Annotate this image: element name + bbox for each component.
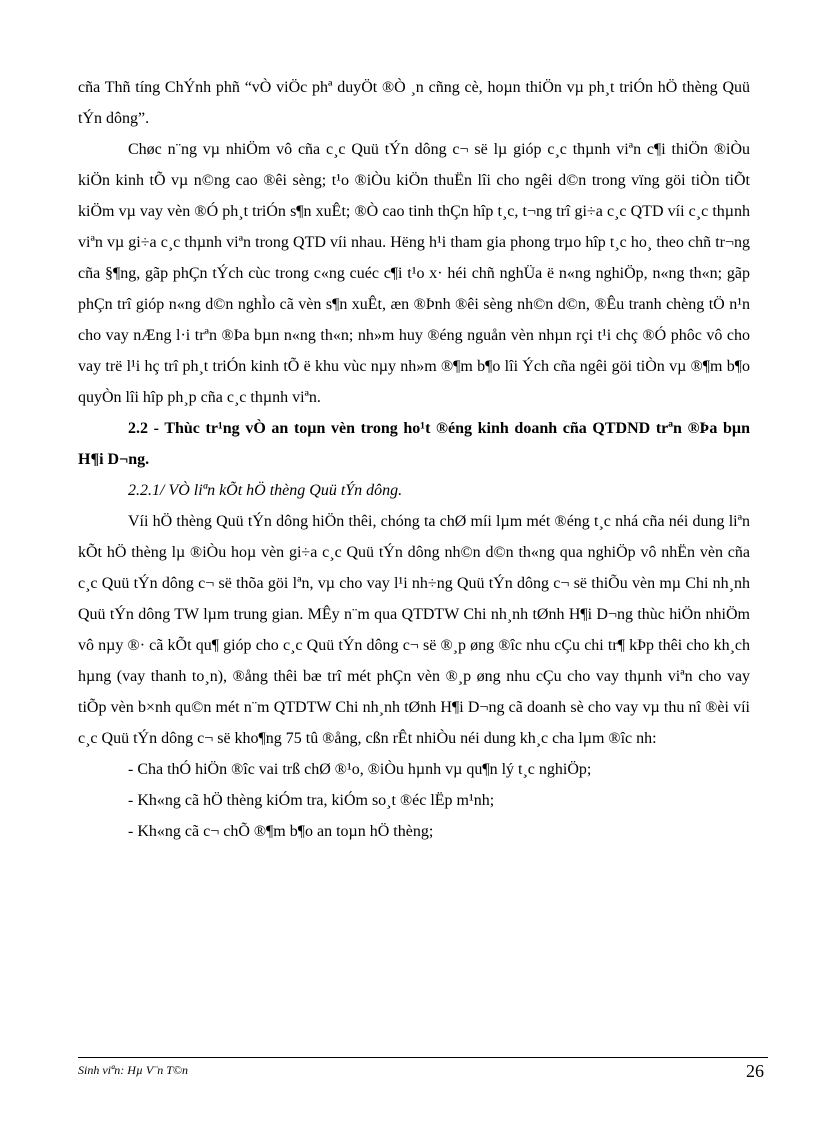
- section-heading: 2.2 - Thùc tr¹ng vÒ an toµn vèn trong ho¹t ®éng kinh doanh cña QTDND trªn ®Þa bµn H¶i D¬ng.: [78, 420, 750, 468]
- document-body: [78, 72, 750, 847]
- list-item: - Cha thÓ hiÖn ®îc vai trß chØ ®¹o, ®iÒu hµnh vµ qu¶n lý t¸c nghiÖp;: [128, 761, 592, 778]
- list-item: - Kh«ng cã hÖ thèng kiÓm tra, kiÓm so¸t ®éc lËp m¹nh;: [128, 792, 495, 809]
- footer-author: Sinh viªn: Hµ V¨n T©n: [78, 1063, 188, 1077]
- page-footer: [78, 1057, 768, 1081]
- footer-divider: [78, 1057, 768, 1058]
- paragraph-continuation: cña Thñ tíng ChÝnh phñ “vÒ viÖc phª duyÖt ®Ò ¸n cñng cè, hoµn thiÖn vµ ph¸t triÓn hÖ thèng Quü tÝn dông”.: [78, 79, 750, 127]
- page-number: 26: [746, 1061, 764, 1081]
- paragraph-system-link: Víi hÖ thèng Quü tÝn dông hiÖn thêi, chóng ta chØ míi lµm mét ®éng t¸c nhá cña néi dung liªn kÕt hÖ thèng lµ ®iÒu hoµ vèn gi÷a c¸c Quü tÝn dông nh©n d©n th«ng qua nghiÖp vô nhËn vèn cña c¸c Quü tÝn dông c¬ së thõa göi lªn, vµ cho vay l¹i nh÷ng Quü tÝn dông c¬ së thiÕu vèn mµ Chi nh¸nh Quü tÝn dông TW lµm trung gian. MÊy n¨m qua QTDTW Chi nh¸nh tØnh H¶i D¬ng thùc hiÖn nhiÖm vô nµy ®· cã kÕt qu¶ gióp cho c¸c Quü tÝn dông c¬ së ®¸p øng ®îc nhu cÇu chi tr¶ kÞp thêi cho kh¸ch hµng (vay thanh to¸n), ®ång thêi bæ trî mét phÇn vèn ®¸p øng nhu cÇu cho vay thµnh viªn cho vay tiÕp vèn b×nh qu©n mét n¨m QTDTW Chi nh¸nh tØnh H¶i D¬ng cã doanh sè cho vay vµ thu nî ®èi víi c¸c Quü tÝn dông c¬ së kho¶ng 75 tû ®ång, cßn rÊt nhiÒu néi dung kh¸c cha lµm ®îc nh:: [78, 513, 750, 747]
- list-item: - Kh«ng cã c¬ chÕ ®¶m b¶o an toµn hÖ thèng;: [128, 823, 434, 840]
- paragraph-functions: Chøc n¨ng vµ nhiÖm vô cña c¸c Quü tÝn dông c¬ së lµ gióp c¸c thµnh viªn c¶i thiÖn ®iÒu kiÖn kinh tÕ vµ n©ng cao ®êi sèng; t¹o ®iÒu kiÖn thuËn lîi cho ngêi d©n trong vïng göi tiÒn tiÕt kiÖm vµ vay vèn ®Ó ph¸t triÓn s¶n xuÊt; ®Ò cao tinh thÇn hîp t¸c, t¬ng trî gi÷a c¸c QTD víi c¸c thµnh viªn vµ gi÷a c¸c thµnh viªn trong QTD víi nhau. Hëng h¹i tham gia phong trµo hîp t¸c ho¸ theo chñ tr¬ng cña §¶ng, gãp phÇn tÝch cùc trong c«ng cuéc c¶i t¹o x· héi chñ nghÜa ë n«ng nghiÖp, n«ng th«n; gãp phÇn trî gióp n«ng d©n nghÌo cã vèn s¶n xuÊt, æn ®Þnh ®êi sèng nh©n d©n, ®Êu tranh chèng tÖ n¹n cho vay nÆng l·i trªn ®Þa bµn n«ng th«n; nh»m huy ®éng nguån vèn nhµn rçi t¹i chç ®Ó phôc vô cho vay trë l¹i hç trî ph¸t triÓn kinh tÕ ë khu vùc nµy nh»m ®¶m b¶o lîi Ých cña ngêi göi tiÒn vµ ®¶m b¶o quyÒn lîi hîp ph¸p cña c¸c thµnh viªn.: [78, 141, 750, 406]
- subsection-heading: 2.2.1/ VÒ liªn kÕt hÖ thèng Quü tÝn dông.: [128, 482, 403, 499]
